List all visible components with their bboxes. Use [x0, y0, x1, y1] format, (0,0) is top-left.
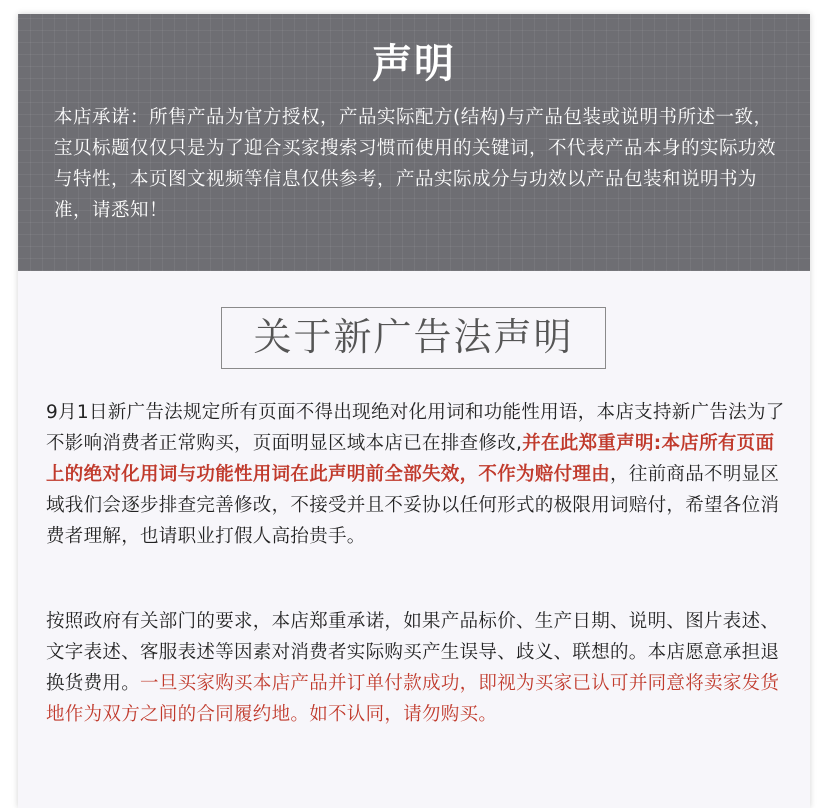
statement-title: 声明 [372, 41, 456, 87]
statement-panel [18, 14, 810, 271]
statement-card [18, 14, 810, 808]
ad-law-paragraph-1-text-b: ，往前商品不明显区域我们会逐步排查完善修改，不接受并且不妥协以任何形式的极限用词赔付，希望各位消费者理解，也请职业打假人高抬贵手。 [46, 464, 780, 547]
ad-law-paragraph-2-highlight: 一旦买家购买本店产品并订单付款成功，即视为买家已认可并同意将卖家发货地作为双方之间的合同履约地。如不认同，请勿购买。 [46, 673, 780, 725]
ad-law-title: 关于新广告法声明 [221, 307, 606, 369]
ad-law-paragraph-2 [46, 606, 786, 730]
ad-law-paragraph-2-text: 按照政府有关部门的要求，本店郑重承诺，如果产品标价、生产日期、说明、图片表述、文字表述、客服表述等因素对消费者实际购买产生误导、歧义、联想的。本店愿意承担退换货费用。 [46, 611, 780, 694]
statement-body: 本店承诺：所售产品为官方授权，产品实际配方(结构)与产品包装或说明书所述一致，宝贝标题仅仅只是为了迎合买家搜索习惯而使用的关键词，不代表产品本身的实际功效与特性，本页图文视频等信息仅供参考，产品实际成分与功效以产品包装和说明书为准，请悉知！ [54, 107, 777, 221]
ad-law-paragraph-1 [46, 397, 786, 552]
ad-law-panel [18, 271, 810, 808]
ad-law-paragraph-1-highlight: 并在此郑重声明:本店所有页面上的绝对化用词与功能性用词在此声明前全部失效，不作为赔付理由 [46, 433, 775, 485]
ad-law-paragraph-1-text-a: 9月1日新广告法规定所有页面不得出现绝对化用词和功能性用语，本店支持新广告法为了不影响消费者正常购买，页面明显区域本店已在排查修改, [46, 402, 785, 454]
